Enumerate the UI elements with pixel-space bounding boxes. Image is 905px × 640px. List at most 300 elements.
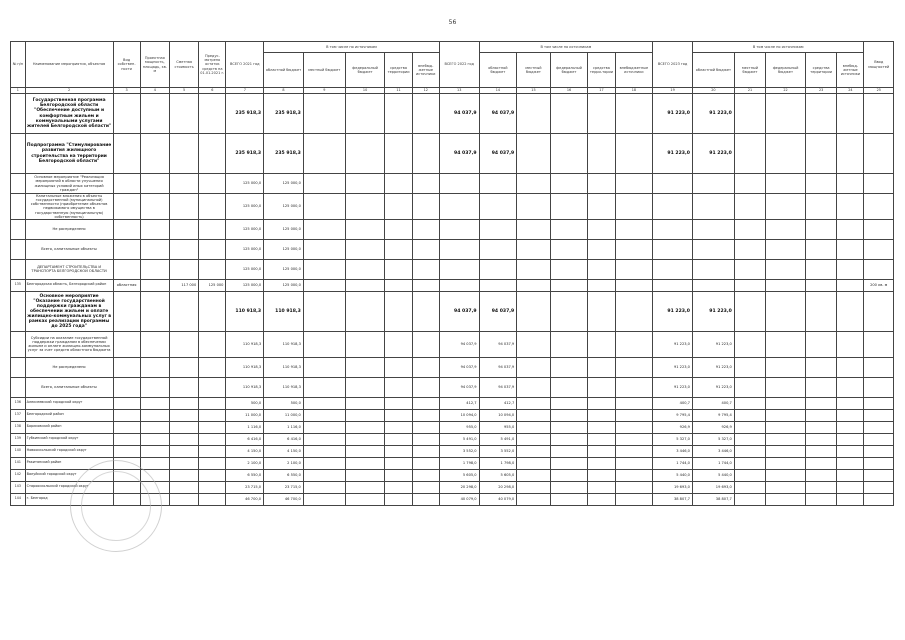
cell-t1: 1 116,0: [226, 421, 264, 433]
cell-id: 139: [11, 433, 26, 445]
cell-id: [11, 174, 26, 194]
column-number: 5: [169, 88, 198, 94]
cell-c3: [113, 357, 140, 377]
cell-o2: 20 298,0: [479, 481, 517, 493]
cell-t2: 94 037,9: [439, 94, 479, 134]
table-row: [11, 174, 894, 194]
cell-id: 135: [11, 279, 26, 291]
cell-c5: [169, 357, 198, 377]
table-row: [11, 259, 894, 279]
cell-o2: [479, 279, 517, 291]
cell-empty: [615, 279, 653, 291]
cell-c6: [199, 174, 226, 194]
cell-t1: 125 000,0: [226, 259, 264, 279]
cell-empty: [615, 421, 653, 433]
cell-last: [864, 239, 894, 259]
cell-name: Основное мероприятие "Реализация мероприятий в области улучшения жилищных условий иных категорий граждан": [25, 174, 113, 194]
cell-t3: 400,7: [653, 397, 693, 409]
cell-o2: 94 037,9: [479, 291, 517, 331]
cell-id: [11, 219, 26, 239]
cell-empty: [345, 409, 385, 421]
cell-c3: [113, 331, 140, 357]
cell-empty: [550, 94, 588, 134]
cell-empty: [837, 239, 864, 259]
table-row: [11, 291, 894, 331]
seal-inner-ring: [81, 471, 151, 541]
cell-t3: 91 223,0: [653, 134, 693, 174]
cell-o3: 400,7: [692, 397, 734, 409]
cell-t2: 1 798,0: [439, 457, 479, 469]
cell-empty: [517, 239, 550, 259]
cell-empty: [412, 433, 439, 445]
cell-c4: [140, 279, 169, 291]
cell-empty: [550, 421, 588, 433]
cell-c6: [199, 457, 226, 469]
cell-o3: 926,9: [692, 421, 734, 433]
cell-t2: [439, 219, 479, 239]
cell-empty: [837, 409, 864, 421]
table-row: [11, 239, 894, 259]
cell-empty: [734, 493, 765, 505]
cell-empty: [303, 457, 345, 469]
cell-empty: [412, 279, 439, 291]
cell-c4: [140, 397, 169, 409]
cell-empty: [517, 469, 550, 481]
cell-t2: [439, 194, 479, 220]
cell-o3: 91 223,0: [692, 94, 734, 134]
column-number: 1: [11, 88, 26, 94]
cell-empty: [734, 421, 765, 433]
cell-c6: [199, 409, 226, 421]
cell-last: [864, 377, 894, 397]
cell-empty: [805, 445, 836, 457]
cell-c5: [169, 291, 198, 331]
table-row: [11, 377, 894, 397]
cell-empty: [734, 194, 765, 220]
cell-c4: [140, 457, 169, 469]
cell-empty: [303, 397, 345, 409]
sub3-header: местный бюджет: [734, 53, 765, 88]
cell-empty: [345, 174, 385, 194]
cell-empty: [615, 259, 653, 279]
cell-empty: [615, 331, 653, 357]
cell-empty: [615, 457, 653, 469]
cell-empty: [550, 409, 588, 421]
cell-t2: 94 037,9: [439, 331, 479, 357]
cell-empty: [385, 94, 412, 134]
cell-empty: [303, 239, 345, 259]
cell-empty: [837, 134, 864, 174]
cell-empty: [345, 134, 385, 174]
cell-last: [864, 94, 894, 134]
cell-empty: [550, 194, 588, 220]
cell-empty: [345, 239, 385, 259]
cell-c5: [169, 481, 198, 493]
table-body: [11, 94, 894, 506]
cell-empty: [588, 134, 615, 174]
table-row: [11, 219, 894, 239]
cell-c4: [140, 259, 169, 279]
cell-t3: [653, 219, 693, 239]
cell-c3: [113, 259, 140, 279]
sub2-header: средства терри-тории: [588, 53, 615, 88]
cell-c5: [169, 433, 198, 445]
cell-empty: [303, 194, 345, 220]
cell-last: [864, 421, 894, 433]
cell-empty: [345, 493, 385, 505]
cell-t3: 5 440,0: [653, 469, 693, 481]
cell-empty: [550, 259, 588, 279]
cell-c5: [169, 421, 198, 433]
cell-t2: 412,7: [439, 397, 479, 409]
cell-empty: [734, 457, 765, 469]
cell-c5: [169, 457, 198, 469]
cell-c5: [169, 397, 198, 409]
cell-empty: [805, 134, 836, 174]
cell-empty: [345, 357, 385, 377]
cell-empty: [837, 279, 864, 291]
cell-empty: [303, 481, 345, 493]
cell-empty: [385, 219, 412, 239]
cell-t1: 11 000,0: [226, 409, 264, 421]
cell-empty: [805, 279, 836, 291]
cell-empty: [345, 469, 385, 481]
cell-empty: [766, 409, 806, 421]
cell-t3: 91 223,0: [653, 94, 693, 134]
cell-empty: [385, 291, 412, 331]
cell-empty: [385, 493, 412, 505]
cell-empty: [805, 481, 836, 493]
cell-empty: [303, 469, 345, 481]
cell-empty: [837, 469, 864, 481]
cell-t1: 23 715,0: [226, 481, 264, 493]
cell-c5: [169, 194, 198, 220]
cell-last: [864, 291, 894, 331]
cell-empty: [588, 279, 615, 291]
cell-t3: 91 223,0: [653, 357, 693, 377]
column-number: 19: [653, 88, 693, 94]
cell-o2: 3 552,0: [479, 445, 517, 457]
cell-c3: [113, 174, 140, 194]
cell-empty: [517, 445, 550, 457]
cell-empty: [734, 469, 765, 481]
cell-empty: [805, 94, 836, 134]
cell-empty: [412, 493, 439, 505]
cell-name: Субсидии на оказание государственной поддержки гражданам в обеспечении жильем и оплате жилищно-коммунальных услуг за счет средств областного бюджета: [25, 331, 113, 357]
cell-t1: 110 918,3: [226, 377, 264, 397]
cell-empty: [517, 331, 550, 357]
cell-t3: 91 223,0: [653, 291, 693, 331]
cell-empty: [345, 445, 385, 457]
cell-last: [864, 397, 894, 409]
cell-empty: [345, 331, 385, 357]
cell-t1: 125 000,0: [226, 194, 264, 220]
cell-empty: [588, 194, 615, 220]
cell-name: Не распределено: [25, 357, 113, 377]
cell-t2: 10 094,0: [439, 409, 479, 421]
cell-empty: [805, 259, 836, 279]
cell-empty: [615, 445, 653, 457]
cell-empty: [303, 421, 345, 433]
cell-c6: [199, 331, 226, 357]
cell-empty: [766, 493, 806, 505]
cell-c6: [199, 445, 226, 457]
cell-id: [11, 377, 26, 397]
cell-t2: 94 037,9: [439, 134, 479, 174]
cell-name: Губкинский городской округ: [25, 433, 113, 445]
cell-id: [11, 331, 26, 357]
cell-empty: [615, 409, 653, 421]
cell-o2: 955,0: [479, 421, 517, 433]
column-number: 25: [864, 88, 894, 94]
cell-empty: [588, 259, 615, 279]
column-number: 17: [588, 88, 615, 94]
cell-empty: [345, 279, 385, 291]
cell-o1: 6 550,0: [264, 469, 304, 481]
cell-t3: [653, 259, 693, 279]
cell-empty: [303, 279, 345, 291]
cell-t2: 94 037,9: [439, 357, 479, 377]
table-row: [11, 433, 894, 445]
cell-id: 140: [11, 445, 26, 457]
cell-empty: [805, 397, 836, 409]
cell-empty: [385, 174, 412, 194]
cell-empty: [588, 445, 615, 457]
cell-empty: [550, 331, 588, 357]
cell-c3: [113, 409, 140, 421]
cell-t1: 235 918,3: [226, 134, 264, 174]
cell-empty: [805, 331, 836, 357]
cell-o2: 94 037,9: [479, 94, 517, 134]
table-row: [11, 421, 894, 433]
cell-last: [864, 409, 894, 421]
cell-empty: [837, 433, 864, 445]
cell-c5: [169, 134, 198, 174]
cell-o1: 125 000,0: [264, 239, 304, 259]
cell-empty: [766, 259, 806, 279]
sub1-header: внебюд-жетные источники: [412, 53, 439, 88]
cell-empty: [385, 433, 412, 445]
cell-c3: [113, 421, 140, 433]
cell-empty: [588, 94, 615, 134]
cell-empty: [345, 421, 385, 433]
cell-c5: [169, 174, 198, 194]
cell-empty: [303, 219, 345, 239]
cell-empty: [615, 493, 653, 505]
cell-empty: [517, 481, 550, 493]
cell-empty: [303, 445, 345, 457]
cell-id: [11, 94, 26, 134]
cell-c4: [140, 377, 169, 397]
table-row: [11, 331, 894, 357]
cell-empty: [550, 481, 588, 493]
col-total-2023: ВСЕГО 2023 год: [653, 42, 693, 88]
cell-o3: [692, 259, 734, 279]
cell-empty: [734, 219, 765, 239]
cell-empty: [615, 469, 653, 481]
cell-empty: [837, 421, 864, 433]
cell-empty: [766, 94, 806, 134]
cell-empty: [550, 469, 588, 481]
cell-empty: [766, 291, 806, 331]
cell-o2: 40 079,0: [479, 493, 517, 505]
cell-empty: [805, 377, 836, 397]
cell-o3: 5 327,0: [692, 433, 734, 445]
cell-o2: 5 491,0: [479, 433, 517, 445]
cell-empty: [805, 194, 836, 220]
cell-empty: [550, 493, 588, 505]
column-number: 7: [226, 88, 264, 94]
cell-c4: [140, 445, 169, 457]
cell-id: 142: [11, 469, 26, 481]
cell-empty: [837, 445, 864, 457]
cell-empty: [734, 397, 765, 409]
cell-empty: [837, 174, 864, 194]
cell-empty: [805, 433, 836, 445]
cell-empty: [766, 481, 806, 493]
sub3-header: областной бюджет: [692, 53, 734, 88]
cell-empty: [412, 331, 439, 357]
cell-empty: [385, 377, 412, 397]
cell-name: Старооскольский городской округ: [25, 481, 113, 493]
cell-empty: [412, 94, 439, 134]
cell-o2: 10 094,0: [479, 409, 517, 421]
cell-c6: [199, 357, 226, 377]
cell-empty: [303, 134, 345, 174]
cell-t3: 91 223,0: [653, 331, 693, 357]
cell-empty: [303, 377, 345, 397]
cell-empty: [303, 357, 345, 377]
cell-o2: 1 798,0: [479, 457, 517, 469]
cell-empty: [734, 259, 765, 279]
cell-empty: [385, 445, 412, 457]
cell-name: Белгородская область, Белгородский район: [25, 279, 113, 291]
column-number: 2: [25, 88, 113, 94]
cell-c3: [113, 239, 140, 259]
cell-empty: [385, 481, 412, 493]
cell-empty: [345, 397, 385, 409]
cell-empty: [550, 457, 588, 469]
cell-c5: [169, 493, 198, 505]
col-name: Наименование мероприятия, объектов: [25, 42, 113, 88]
cell-empty: [550, 357, 588, 377]
column-number: 6: [199, 88, 226, 94]
cell-c5: [169, 94, 198, 134]
cell-c3: [113, 219, 140, 239]
cell-t1: 125 000,0: [226, 239, 264, 259]
sub2-header: внебюджетные источники: [615, 53, 653, 88]
cell-o2: 94 037,9: [479, 357, 517, 377]
cell-empty: [517, 134, 550, 174]
cell-empty: [588, 291, 615, 331]
cell-empty: [550, 279, 588, 291]
cell-name: Капитальные вложения в объекты государственной (муниципальной) собственности (приобретение объектов недвижимого имущества в государственную (муниципальную) собственность): [25, 194, 113, 220]
cell-o3: 91 223,0: [692, 134, 734, 174]
column-number: 24: [837, 88, 864, 94]
cell-c3: [113, 433, 140, 445]
cell-empty: [734, 377, 765, 397]
cell-id: 137: [11, 409, 26, 421]
table-row: [11, 409, 894, 421]
cell-empty: [345, 433, 385, 445]
cell-empty: [837, 94, 864, 134]
cell-empty: [615, 219, 653, 239]
cell-empty: [588, 174, 615, 194]
cell-empty: [550, 445, 588, 457]
cell-o2: [479, 174, 517, 194]
cell-empty: [412, 134, 439, 174]
cell-c3: областная: [113, 279, 140, 291]
cell-o3: 91 223,0: [692, 377, 734, 397]
cell-empty: [412, 174, 439, 194]
cell-c6: [199, 421, 226, 433]
cell-t3: [653, 279, 693, 291]
cell-id: [11, 134, 26, 174]
cell-empty: [837, 481, 864, 493]
cell-empty: [734, 433, 765, 445]
column-number: 8: [264, 88, 304, 94]
cell-empty: [805, 421, 836, 433]
cell-empty: [517, 493, 550, 505]
cell-t3: [653, 194, 693, 220]
cell-t2: 5 491,0: [439, 433, 479, 445]
column-number: 16: [550, 88, 588, 94]
cell-empty: [550, 239, 588, 259]
cell-empty: [805, 174, 836, 194]
cell-empty: [517, 291, 550, 331]
cell-empty: [412, 469, 439, 481]
cell-o1: 125 000,0: [264, 279, 304, 291]
cell-c4: [140, 433, 169, 445]
cell-empty: [412, 259, 439, 279]
cell-c4: [140, 291, 169, 331]
cell-o3: 19 693,0: [692, 481, 734, 493]
cell-o1: 6 416,0: [264, 433, 304, 445]
cell-c4: [140, 357, 169, 377]
cell-c6: [199, 377, 226, 397]
cell-empty: [385, 409, 412, 421]
cell-c4: [140, 174, 169, 194]
cell-empty: [345, 94, 385, 134]
cell-t3: 1 744,0: [653, 457, 693, 469]
cell-empty: [734, 94, 765, 134]
cell-empty: [615, 239, 653, 259]
cell-id: [11, 194, 26, 220]
cell-c3: [113, 377, 140, 397]
cell-last: [864, 445, 894, 457]
cell-name: Борисовский район: [25, 421, 113, 433]
cell-empty: [766, 445, 806, 457]
cell-empty: [766, 357, 806, 377]
cell-empty: [385, 357, 412, 377]
cell-o2: 5 605,0: [479, 469, 517, 481]
column-number: 18: [615, 88, 653, 94]
cell-empty: [805, 357, 836, 377]
cell-empty: [615, 94, 653, 134]
cell-empty: [766, 279, 806, 291]
cell-c4: [140, 94, 169, 134]
sub2-header: федеральный бюджет: [550, 53, 588, 88]
cell-o3: [692, 279, 734, 291]
sub3-header: федеральный бюджет: [766, 53, 806, 88]
cell-c6: [199, 469, 226, 481]
cell-c4: [140, 219, 169, 239]
sub1-header: местный бюджет: [303, 53, 345, 88]
cell-empty: [734, 174, 765, 194]
cell-empty: [550, 174, 588, 194]
cell-empty: [588, 357, 615, 377]
cell-empty: [837, 291, 864, 331]
